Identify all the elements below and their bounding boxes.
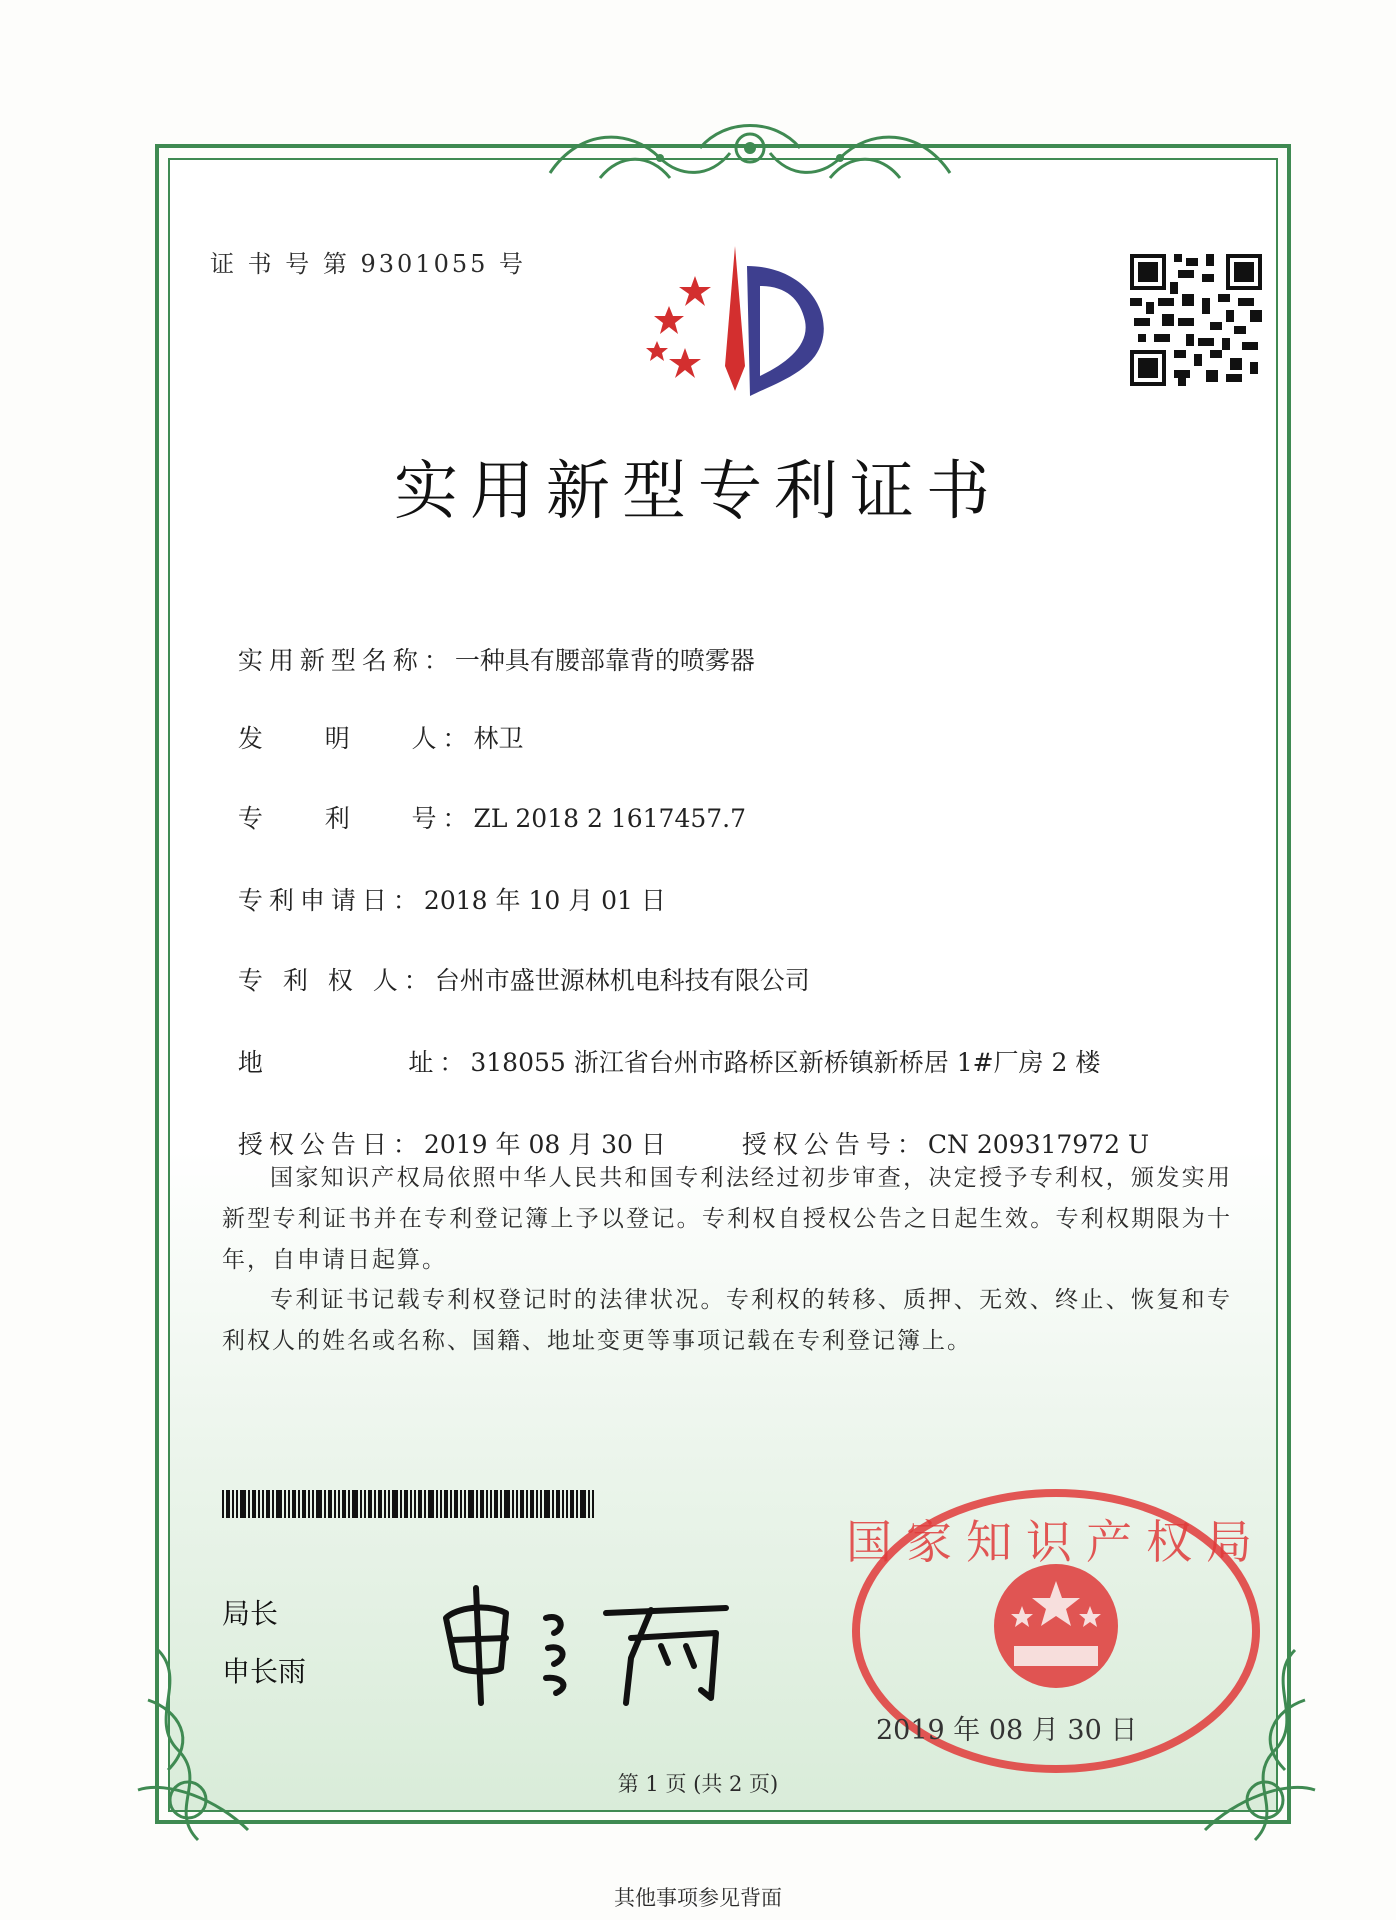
director-name: 申长雨 bbox=[222, 1655, 307, 1688]
body-paragraph-2: 专利证书记载专利权登记时的法律状况。专利权的转移、质押、无效、终止、恢复和专利权人的姓名或名称、国籍、地址变更等事项记载在专利登记簿上。 bbox=[222, 1287, 1232, 1354]
field-value: 一种具有腰部靠背的喷雾器 bbox=[454, 646, 755, 675]
field-label: 专利申请日： bbox=[237, 886, 424, 915]
field-patentee bbox=[222, 932, 810, 997]
field-value: 318055 浙江省台州市路桥区新桥镇新桥居 1#厂房 2 楼 bbox=[470, 1048, 1101, 1077]
field-label: 地 址： bbox=[237, 1048, 471, 1077]
field-label: 专 利 号： bbox=[237, 804, 474, 833]
top-ornament bbox=[540, 118, 960, 188]
field-value: 2018 年 10 月 01 日 bbox=[423, 886, 666, 915]
barcode bbox=[222, 1490, 594, 1518]
certificate-title: 实用新型专利证书 bbox=[394, 455, 1002, 529]
field-label: 实用新型名称： bbox=[237, 646, 455, 675]
patent-office-logo bbox=[635, 246, 855, 416]
field-inventor bbox=[222, 690, 524, 755]
field-grant-announcement-date bbox=[222, 1096, 666, 1161]
field-value: CN 209317972 U bbox=[927, 1130, 1150, 1159]
director-title: 局长 bbox=[222, 1597, 279, 1630]
director-signature bbox=[436, 1578, 736, 1708]
field-value: 林卫 bbox=[473, 724, 524, 753]
footer-note: 其他事项参见背面 bbox=[614, 1886, 782, 1910]
field-application-date bbox=[222, 852, 666, 917]
field-label: 授权公告号： bbox=[741, 1130, 928, 1159]
field-value: 2019 年 08 月 30 日 bbox=[423, 1130, 666, 1159]
field-label: 专 利 权 人： bbox=[237, 966, 435, 995]
certificate-number: 证 书 号 第 9301055 号 bbox=[210, 250, 527, 278]
field-grant-announcement-number bbox=[726, 1096, 1149, 1161]
field-value: 台州市盛世源林机电科技有限公司 bbox=[434, 966, 810, 995]
body-paragraph-1: 国家知识产权局依照中华人民共和国专利法经过初步审查，决定授予专利权，颁发实用新型专利证书并在专利登记簿上予以登记。专利权自授权公告之日起生效。专利权期限为十年，自申请日起算。 bbox=[222, 1165, 1232, 1273]
seal-text: 国家知识产权局 bbox=[846, 1515, 1266, 1569]
page-number: 第 1 页 (共 2 页) bbox=[617, 1772, 779, 1796]
field-utility-model-name bbox=[222, 612, 755, 677]
field-address bbox=[222, 1014, 1100, 1079]
qr-code[interactable] bbox=[1130, 254, 1262, 386]
field-patent-number bbox=[222, 770, 746, 835]
seal-date: 2019 年 08 月 30 日 bbox=[876, 1715, 1138, 1746]
field-label: 发 明 人： bbox=[237, 724, 474, 753]
field-label: 授权公告日： bbox=[237, 1130, 424, 1159]
field-value: ZL 2018 2 1617457.7 bbox=[473, 804, 747, 833]
